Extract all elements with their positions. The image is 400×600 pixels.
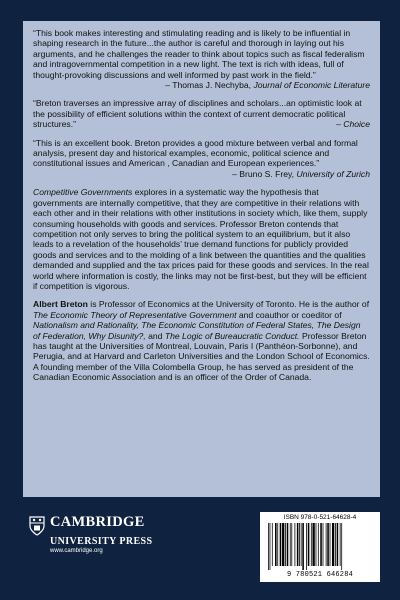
crest-icon bbox=[29, 516, 45, 536]
bio-part-1: is Professor of Economics at the University of Toronto. He is the author of bbox=[87, 299, 370, 310]
review-3-quote: “This is an excellent book. Breton provides a good mixture between verbal and formal analysis, present day and historical examples, economic, political science and constitutional issues and American , Canadian and European experiences.” bbox=[33, 137, 358, 169]
barcode-bar bbox=[308, 523, 310, 566]
barcode-bar bbox=[280, 523, 282, 566]
publisher-name: CAMBRIDGE bbox=[50, 514, 145, 530]
publisher-logo bbox=[29, 515, 189, 575]
barcode-digits: 9 780521 646284 bbox=[286, 571, 353, 579]
review-2 bbox=[33, 98, 370, 129]
author-bio bbox=[33, 299, 370, 382]
barcode-bar bbox=[337, 523, 339, 566]
barcode-graphic bbox=[266, 523, 374, 570]
barcode-bar bbox=[335, 523, 336, 566]
barcode-bar bbox=[323, 523, 324, 566]
bio-book-3: The Logic of Bureaucratic Conduct. bbox=[164, 330, 300, 341]
barcode-bar bbox=[270, 523, 271, 570]
review-1-author: – Thomas J. Nechyba, bbox=[165, 80, 254, 91]
review-1-attribution bbox=[33, 80, 370, 90]
barcode-bar bbox=[301, 523, 302, 566]
review-2-author: – bbox=[336, 119, 344, 130]
barcode-bar bbox=[320, 523, 322, 566]
description-body: explores in a systematic way the hypothesis that governments are internally competitive, that they are competitive in their relations with each other and in their relations with other institutions in society which, like them, supply consuming households with goods and services. Professor Breton contends that competition not only serves to bring the political system to an equilibrium, but it also leads to a revelation of the households’ true demand functions for publicly provided goods and services and to the molding of a link between the quantities and the qualities demanded and supplied and the tax prices paid for these goods and services. In the real world where information is costly, the links may not be first-best, but they will be efficient if competition is vigorous. bbox=[33, 187, 369, 291]
bio-part-4: Professor Breton has taught at the Universities of Montreal, Louvain, Paris I (Panthéon-Sorbonne), and Perugia, and at Harvard and Carleton Universities and the London School of Economics. A founding member of the Villa Colombella Group, he has served as president of the Canadian Economic Association and is an officer of the Order of Canada. bbox=[33, 330, 370, 383]
barcode-bar bbox=[340, 523, 341, 566]
isbn-label: ISBN 978-0-521-64628-4 bbox=[283, 514, 357, 521]
author-name: Albert Breton bbox=[33, 299, 88, 310]
review-1-text: “This book makes interesting and stimulating reading and is likely to be influential in shaping research in the future...the author is careful and thorough in laying out his arguments, and he challenges the reader to think about topics such as fiscal federalism and intragovernmental competition in a new light. The text is rich with ideas, full of thought-provoking discussions and well informed by past work in the field.” bbox=[33, 28, 365, 80]
barcode-bar bbox=[285, 523, 286, 566]
barcode-bar bbox=[299, 523, 300, 566]
bio-text bbox=[33, 299, 370, 382]
book-description bbox=[33, 187, 370, 291]
barcode-box bbox=[260, 512, 380, 582]
barcode-bar bbox=[277, 523, 278, 566]
barcode-bar bbox=[290, 523, 291, 566]
barcode-bar bbox=[282, 523, 284, 566]
barcode-bar bbox=[318, 523, 319, 566]
bio-part-2: and coauthor or coeditor of bbox=[236, 309, 342, 320]
barcode-bar bbox=[311, 523, 312, 566]
review-3-text bbox=[33, 137, 370, 179]
barcode-bar bbox=[306, 523, 307, 570]
review-2-quote: “Breton traverses an impressive array of disciplines and scholars...an optimistic look at the possibility of efficient solutions within the context of current democratic political structures.” bbox=[33, 98, 362, 130]
barcode-bar bbox=[268, 523, 269, 570]
barcode-bar bbox=[295, 523, 296, 566]
barcode-bar bbox=[326, 523, 327, 566]
barcode-bar bbox=[330, 523, 331, 566]
book-title: Competitive Governments bbox=[33, 187, 133, 198]
description-text bbox=[33, 187, 370, 291]
review-1-source: Journal of Economic Literature bbox=[253, 80, 370, 91]
bio-book-1: The Economic Theory of Representative Government bbox=[33, 309, 237, 320]
review-2-source: Choice bbox=[343, 119, 370, 130]
barcode-bar bbox=[291, 523, 292, 566]
barcode-bar bbox=[287, 523, 289, 566]
bio-book-2: Nationalism and Rationality, The Economic Constitution of Federal States, The Design of Federation, Why Disunity?, bbox=[33, 320, 361, 341]
barcode-bar bbox=[312, 523, 314, 566]
barcode-bar bbox=[316, 523, 317, 566]
barcode-bar bbox=[297, 523, 299, 566]
review-2-text bbox=[33, 98, 370, 129]
review-3-author: – Bruno S. Frey, bbox=[232, 168, 297, 179]
barcode-bar bbox=[272, 523, 273, 566]
barcode-bar bbox=[341, 523, 342, 570]
barcode-bar bbox=[327, 523, 329, 566]
text-panel bbox=[23, 21, 380, 497]
barcode-bar bbox=[332, 523, 334, 566]
publisher-press: UNIVERSITY PRESS bbox=[50, 536, 153, 547]
bio-part-3: and bbox=[145, 330, 165, 341]
barcode-bar bbox=[275, 523, 277, 566]
review-1 bbox=[33, 28, 370, 90]
review-3-source: University of Zurich bbox=[296, 168, 370, 179]
barcode-bar bbox=[302, 523, 304, 570]
publisher-url: www.cambridge.org bbox=[50, 548, 103, 554]
review-3 bbox=[33, 138, 370, 180]
